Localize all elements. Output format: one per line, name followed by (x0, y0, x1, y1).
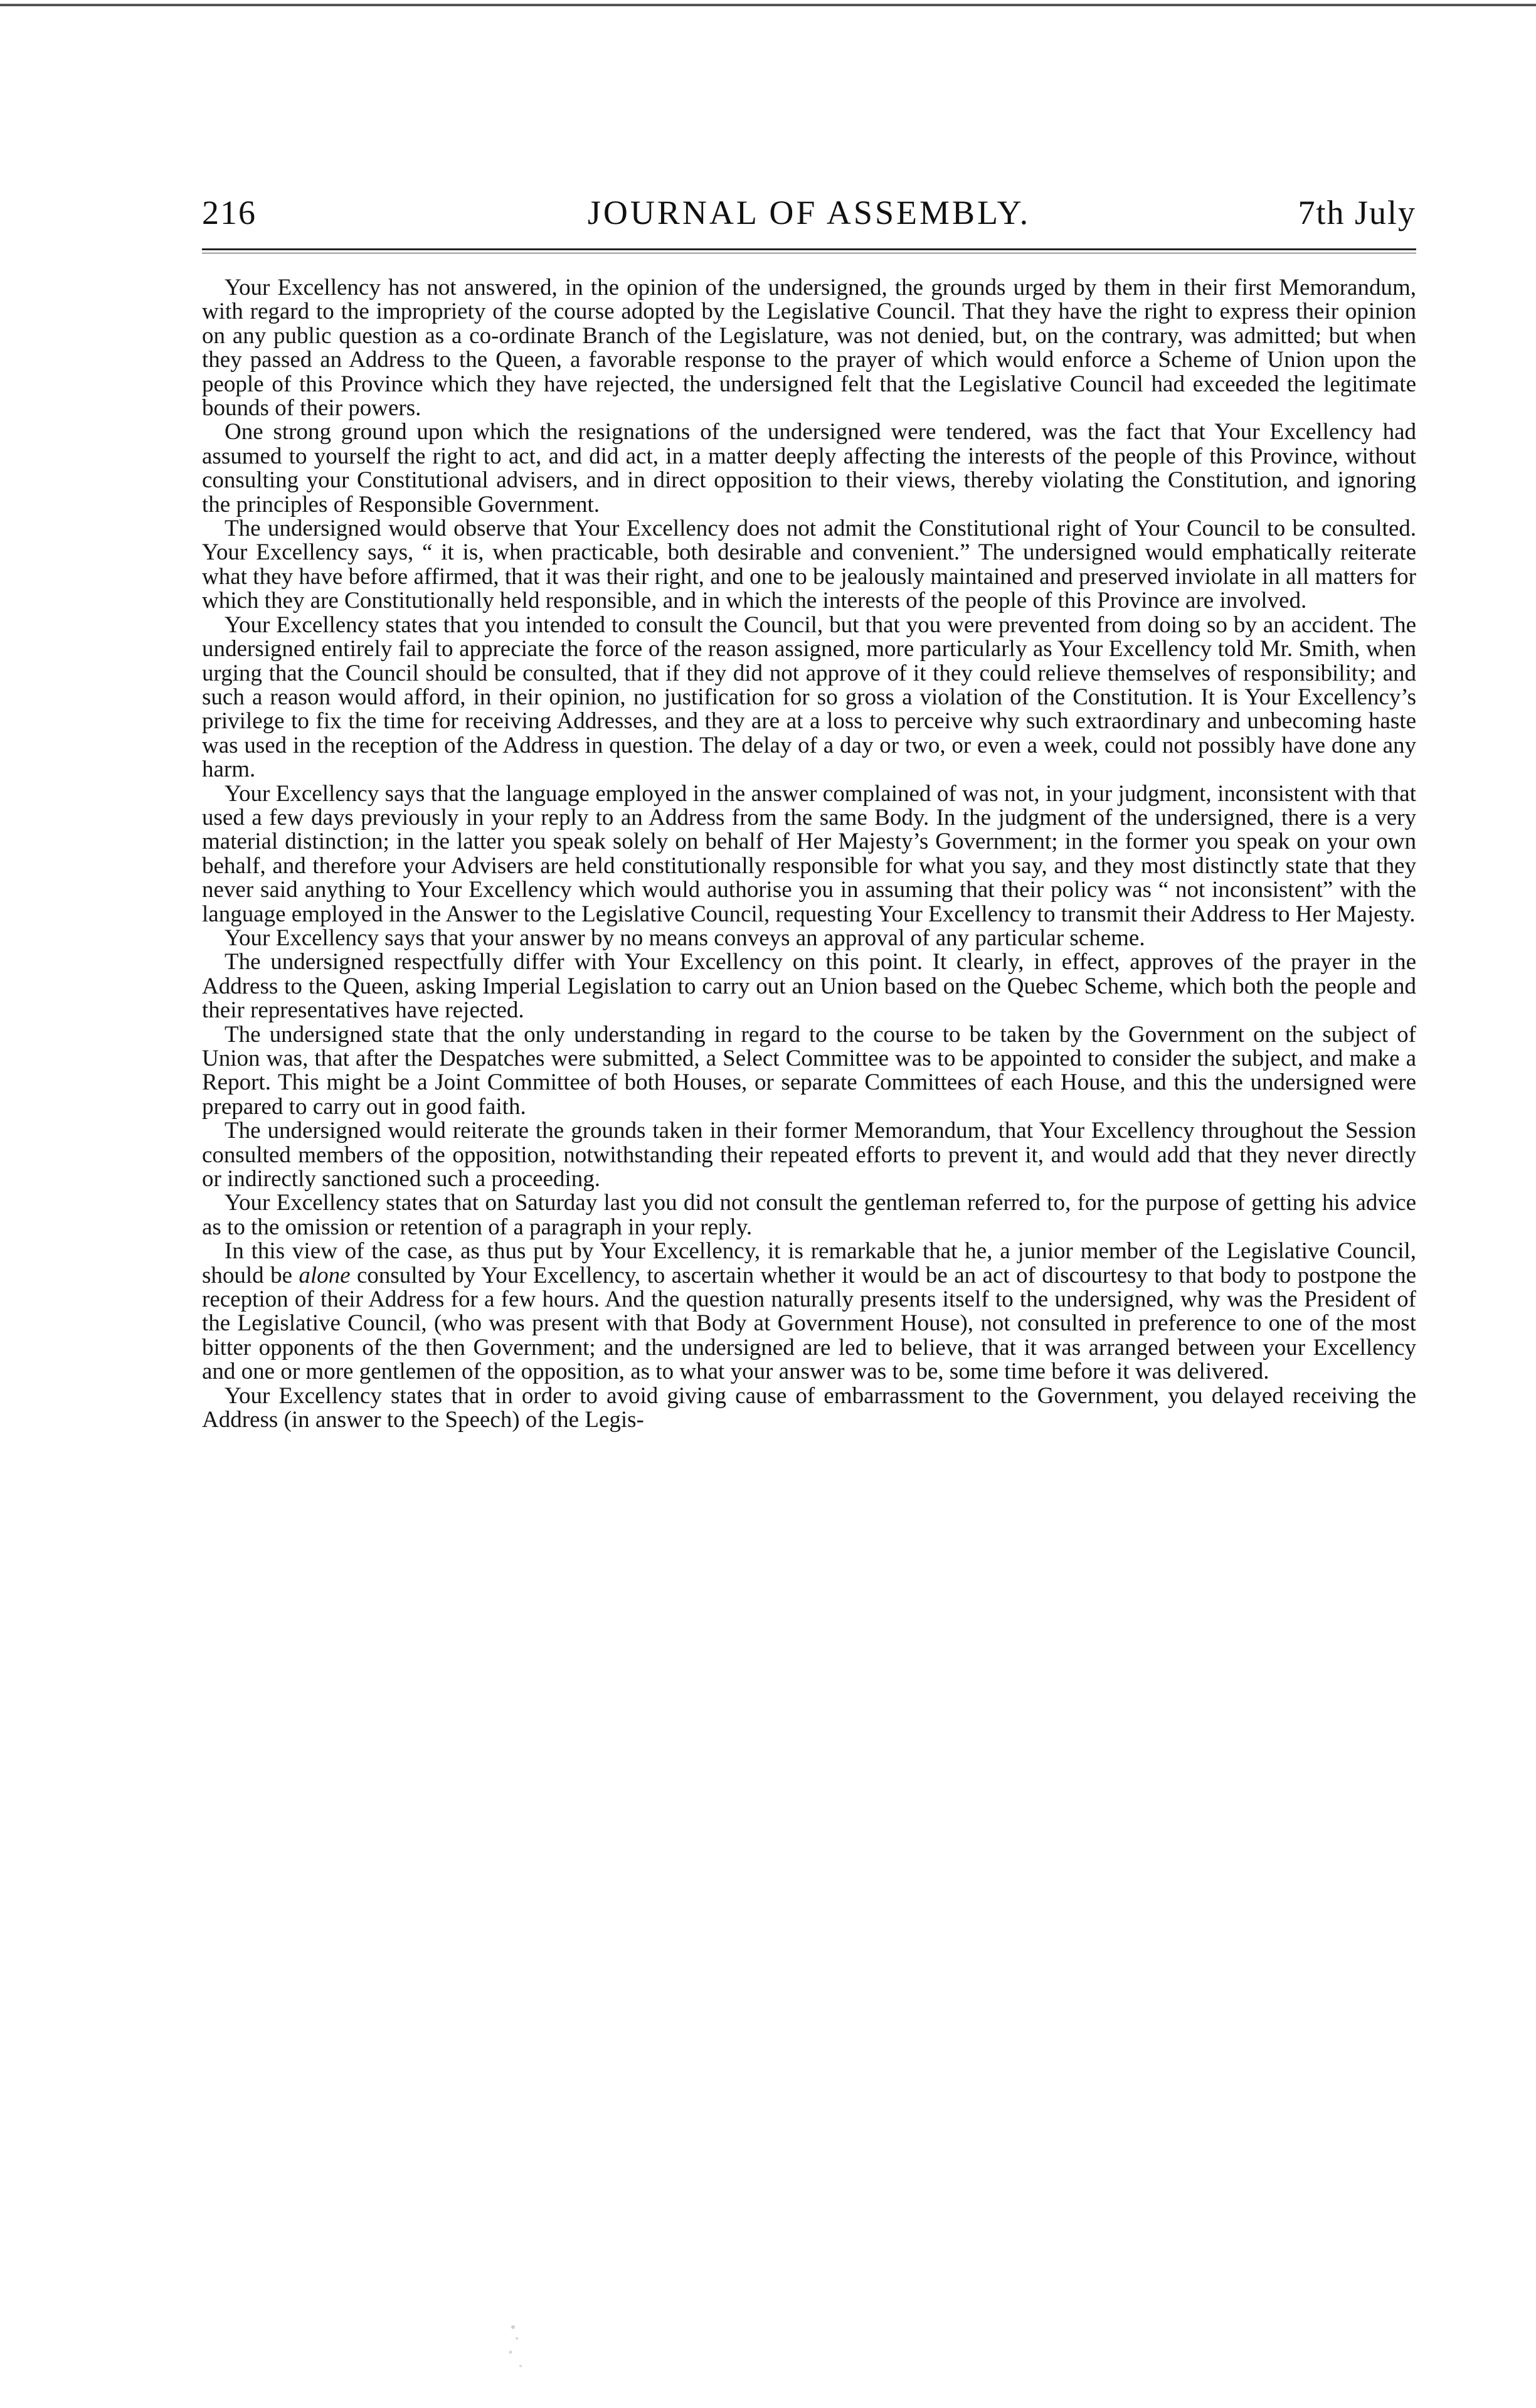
header-rule (202, 248, 1416, 250)
paragraph-7: The undersigned respectfully differ with Your Excellency on this point. It clearly, in effect, approves of the prayer in the Address to the Queen, asking Imperial Legislation to carry out an Union based on the Quebec Scheme, which both the people and their representatives have rejected. (202, 949, 1416, 1024)
paragraph-6: Your Excellency says that your answer by no means conveys an approval of any particular scheme. (225, 925, 1145, 951)
paragraph-5: Your Excellency says that the language employed in the answer complained of was not, in your judgment, inconsistent with that used a few days previously in your reply to an Address from the same Body. In the judgment of the undersigned, there is a very material distinction; in the latter you speak solely on behalf of Her Majesty’s Government; in the former you speak on your own behalf, and therefore your Advisers are held constitutionally responsible for what you say, and they most distinctly state that they never said anything to Your Excellency which would authorise you in assuming that their policy was “ not inconsistent” with the language employed in the Answer to the Legislative Council, requesting Your Excellency to transmit their Address to Her Majesty. (202, 780, 1416, 927)
page-header (202, 193, 1416, 246)
print-smudge-icon (495, 2315, 533, 2377)
paragraph-1: Your Excellency has not answered, in the opinion of the undersigned, the grounds urged by them in their first Memorandum, with regard to the impropriety of the course adopted by the Legislative Council. That they have the right to express their opinion on any public question as a co-ordinate Branch of the Legislature, was not denied, but, on the contrary, was admitted; but when they passed an Address to the Queen, a favorable response to the prayer of which would enforce a Scheme of Union upon the people of this Province which they have rejected, the undersigned felt that the Legislative Council had exceeded the legitimate bounds of their powers. (202, 275, 1416, 422)
paragraph-2: One strong ground upon which the resignations of the undersigned were tendered, was the fact that Your Excellency had assumed to yourself the right to act, and did act, in a matter deeply affecting the interests of the people of this Province, without consulting your Constitutional advisers, and in direct opposition to their views, thereby violating the Constitution, and ignoring the principles of Responsible Government. (202, 419, 1416, 517)
header-date: 7th July (1298, 194, 1416, 231)
paragraph-3: The undersigned would observe that Your Excellency does not admit the Constitutional right of Your Council to be consulted. Your Excellency says, “ it is, when practicable, both desirable and convenient.” The undersigned would emphatically reiterate what they have before affirmed, that it was their right, and one to be jealously maintained and preserved inviolate in all matters for which they are Constitutionally held responsible, and in which the interests of the people of this Province are involved. (202, 516, 1416, 614)
paragraph-11-before: In this view of the case, as thus put by Your Excellency, it is remarkable that he, a junior member of the Legislative Council, should be (202, 1238, 1416, 1288)
paragraph-12: Your Excellency states that in order to avoid giving cause of embarrassment to the Government, you delayed receiving the Address (in answer to the Speech) of the Legis- (202, 1382, 1416, 1433)
top-edge-rule (0, 4, 1536, 6)
paragraph-11 (202, 1239, 1416, 1384)
paragraph-11-emphasis: alone (299, 1262, 351, 1288)
body-text (202, 276, 1416, 2271)
paragraph-4: Your Excellency states that you intended to consult the Council, but that you were prevented from doing so by an accident. The undersigned entirely fail to appreciate the force of the reason assigned, more particularly as Your Excellency told Mr. Smith, when urging that the Council should be consulted, that if they did not approve of it they could relieve themselves of responsibility; and such a reason would afford, in their opinion, no justification for so gross a violation of the Constitution. It is Your Excellency’s privilege to fix the time for receiving Addresses, and they are at a loss to perceive why such extraordinary and unbecoming haste was used in the reception of the Address in question. The delay of a day or two, or even a week, could not possibly have done any harm. (202, 612, 1416, 783)
paragraph-10: Your Excellency states that on Saturday last you did not consult the gentleman referred to, for the purpose of getting his advice as to the omission or retention of a paragraph in your reply. (202, 1190, 1416, 1240)
paragraph-8: The undersigned state that the only understanding in regard to the course to be taken by the Government on the subject of Union was, that after the Despatches were submitted, a Select Committee was to be appointed to consider the subject, and make a Report. This might be a Joint Committee of both Houses, or separate Committees of each House, and this the undersigned were prepared to carry out in good faith. (202, 1021, 1416, 1120)
running-title: JOURNAL OF ASSEMBLY. (587, 194, 1031, 231)
page-number: 216 (202, 194, 257, 231)
paragraph-9: The undersigned would reiterate the grounds taken in their former Memorandum, that Your Excellency throughout the Session consulted members of the opposition, notwithstanding their repeated efforts to prevent it, and would add that they never directly or indirectly sanctioned such a proceeding. (202, 1118, 1416, 1192)
paragraph-11-after: consulted by Your Excellency, to ascertain whether it would be an act of discourtesy to that body to postpone the reception of their Address for a few hours. And the question naturally presents itself to the undersigned, why was the President of the Legislative Council, (who was present with that Body at Government House), not consulted in preference to one of the most bitter opponents of the then Government; and the undersigned are led to believe, that it was arranged between your Excellency and one or more gentlemen of the opposition, as to what your answer was to be, some time before it was delivered. (202, 1262, 1416, 1385)
